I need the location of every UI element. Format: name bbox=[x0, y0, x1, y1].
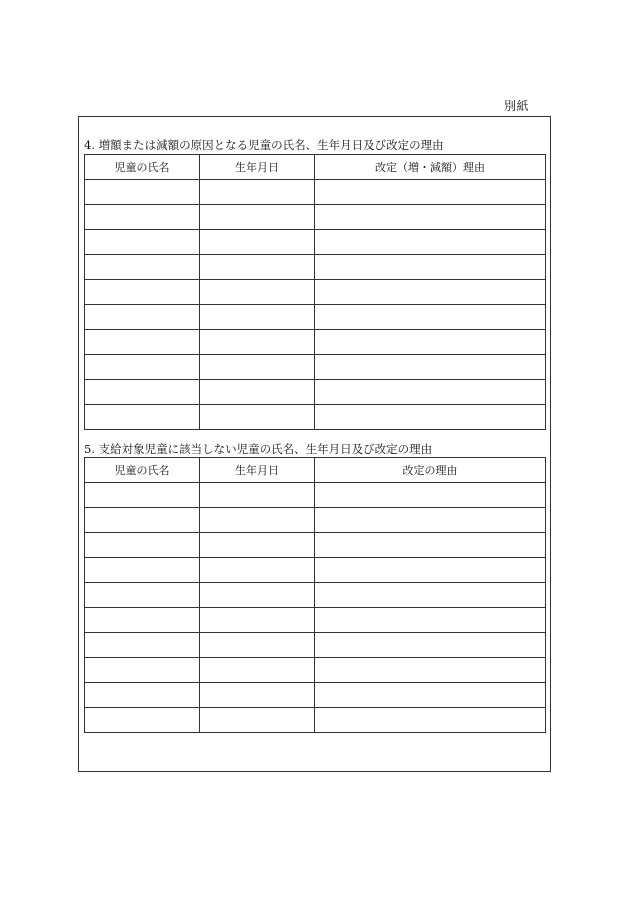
cell-child-name[interactable] bbox=[85, 405, 200, 430]
section5-table bbox=[84, 457, 546, 733]
cell-revision-reason[interactable] bbox=[315, 355, 546, 380]
header-child-name: 児童の氏名 bbox=[85, 155, 200, 180]
cell-child-name[interactable] bbox=[85, 355, 200, 380]
cell-child-name[interactable] bbox=[85, 658, 200, 683]
cell-birth-date[interactable] bbox=[200, 533, 315, 558]
cell-revision-reason[interactable] bbox=[315, 405, 546, 430]
table-row bbox=[85, 180, 546, 205]
table-row bbox=[85, 255, 546, 280]
cell-birth-date[interactable] bbox=[200, 658, 315, 683]
cell-birth-date[interactable] bbox=[200, 608, 315, 633]
table-row bbox=[85, 205, 546, 230]
cell-child-name[interactable] bbox=[85, 558, 200, 583]
table-row bbox=[85, 330, 546, 355]
section4-body bbox=[85, 180, 546, 430]
table-row bbox=[85, 230, 546, 255]
cell-birth-date[interactable] bbox=[200, 305, 315, 330]
table-row bbox=[85, 633, 546, 658]
cell-birth-date[interactable] bbox=[200, 205, 315, 230]
table-row bbox=[85, 305, 546, 330]
cell-birth-date[interactable] bbox=[200, 583, 315, 608]
cell-revision-reason[interactable] bbox=[315, 608, 546, 633]
cell-revision-reason[interactable] bbox=[315, 633, 546, 658]
appendix-label: 別紙 bbox=[504, 99, 530, 113]
cell-birth-date[interactable] bbox=[200, 405, 315, 430]
cell-revision-reason[interactable] bbox=[315, 508, 546, 533]
cell-revision-reason[interactable] bbox=[315, 708, 546, 733]
cell-birth-date[interactable] bbox=[200, 380, 315, 405]
cell-revision-reason[interactable] bbox=[315, 230, 546, 255]
cell-birth-date[interactable] bbox=[200, 633, 315, 658]
table-row bbox=[85, 508, 546, 533]
cell-revision-reason[interactable] bbox=[315, 280, 546, 305]
section5-title: 5. 支給対象児童に該当しない児童の氏名、生年月日及び改定の理由 bbox=[84, 442, 433, 456]
section4-table bbox=[84, 154, 546, 430]
cell-child-name[interactable] bbox=[85, 508, 200, 533]
cell-child-name[interactable] bbox=[85, 608, 200, 633]
header-child-name: 児童の氏名 bbox=[85, 458, 200, 483]
table-row bbox=[85, 683, 546, 708]
cell-revision-reason[interactable] bbox=[315, 533, 546, 558]
table-row bbox=[85, 608, 546, 633]
cell-revision-reason[interactable] bbox=[315, 255, 546, 280]
cell-child-name[interactable] bbox=[85, 633, 200, 658]
cell-revision-reason[interactable] bbox=[315, 305, 546, 330]
cell-revision-reason[interactable] bbox=[315, 205, 546, 230]
cell-child-name[interactable] bbox=[85, 533, 200, 558]
cell-child-name[interactable] bbox=[85, 683, 200, 708]
cell-revision-reason[interactable] bbox=[315, 330, 546, 355]
cell-child-name[interactable] bbox=[85, 708, 200, 733]
table-row bbox=[85, 483, 546, 508]
cell-birth-date[interactable] bbox=[200, 483, 315, 508]
cell-birth-date[interactable] bbox=[200, 255, 315, 280]
header-revision-reason: 改定（増・減額）理由 bbox=[315, 155, 546, 180]
header-revision-reason: 改定の理由 bbox=[315, 458, 546, 483]
cell-revision-reason[interactable] bbox=[315, 683, 546, 708]
cell-birth-date[interactable] bbox=[200, 708, 315, 733]
cell-child-name[interactable] bbox=[85, 483, 200, 508]
table-row bbox=[85, 405, 546, 430]
header-birth-date: 生年月日 bbox=[200, 458, 315, 483]
cell-birth-date[interactable] bbox=[200, 330, 315, 355]
table-row bbox=[85, 380, 546, 405]
table-header-row bbox=[85, 155, 546, 180]
cell-revision-reason[interactable] bbox=[315, 583, 546, 608]
cell-birth-date[interactable] bbox=[200, 558, 315, 583]
table-row bbox=[85, 583, 546, 608]
table-row bbox=[85, 708, 546, 733]
cell-birth-date[interactable] bbox=[200, 180, 315, 205]
table-row bbox=[85, 533, 546, 558]
cell-birth-date[interactable] bbox=[200, 280, 315, 305]
cell-child-name[interactable] bbox=[85, 330, 200, 355]
cell-child-name[interactable] bbox=[85, 255, 200, 280]
cell-birth-date[interactable] bbox=[200, 230, 315, 255]
cell-revision-reason[interactable] bbox=[315, 558, 546, 583]
section5-body bbox=[85, 483, 546, 733]
section4-title: 4. 増額または減額の原因となる児童の氏名、生年月日及び改定の理由 bbox=[84, 138, 444, 152]
table-row bbox=[85, 558, 546, 583]
cell-child-name[interactable] bbox=[85, 280, 200, 305]
cell-birth-date[interactable] bbox=[200, 355, 315, 380]
table-row bbox=[85, 658, 546, 683]
table-header-row bbox=[85, 458, 546, 483]
cell-birth-date[interactable] bbox=[200, 508, 315, 533]
cell-revision-reason[interactable] bbox=[315, 380, 546, 405]
table-row bbox=[85, 355, 546, 380]
cell-revision-reason[interactable] bbox=[315, 483, 546, 508]
cell-child-name[interactable] bbox=[85, 305, 200, 330]
cell-revision-reason[interactable] bbox=[315, 658, 546, 683]
cell-child-name[interactable] bbox=[85, 205, 200, 230]
table-row bbox=[85, 280, 546, 305]
cell-child-name[interactable] bbox=[85, 380, 200, 405]
cell-birth-date[interactable] bbox=[200, 683, 315, 708]
cell-child-name[interactable] bbox=[85, 583, 200, 608]
cell-child-name[interactable] bbox=[85, 180, 200, 205]
header-birth-date: 生年月日 bbox=[200, 155, 315, 180]
cell-child-name[interactable] bbox=[85, 230, 200, 255]
cell-revision-reason[interactable] bbox=[315, 180, 546, 205]
